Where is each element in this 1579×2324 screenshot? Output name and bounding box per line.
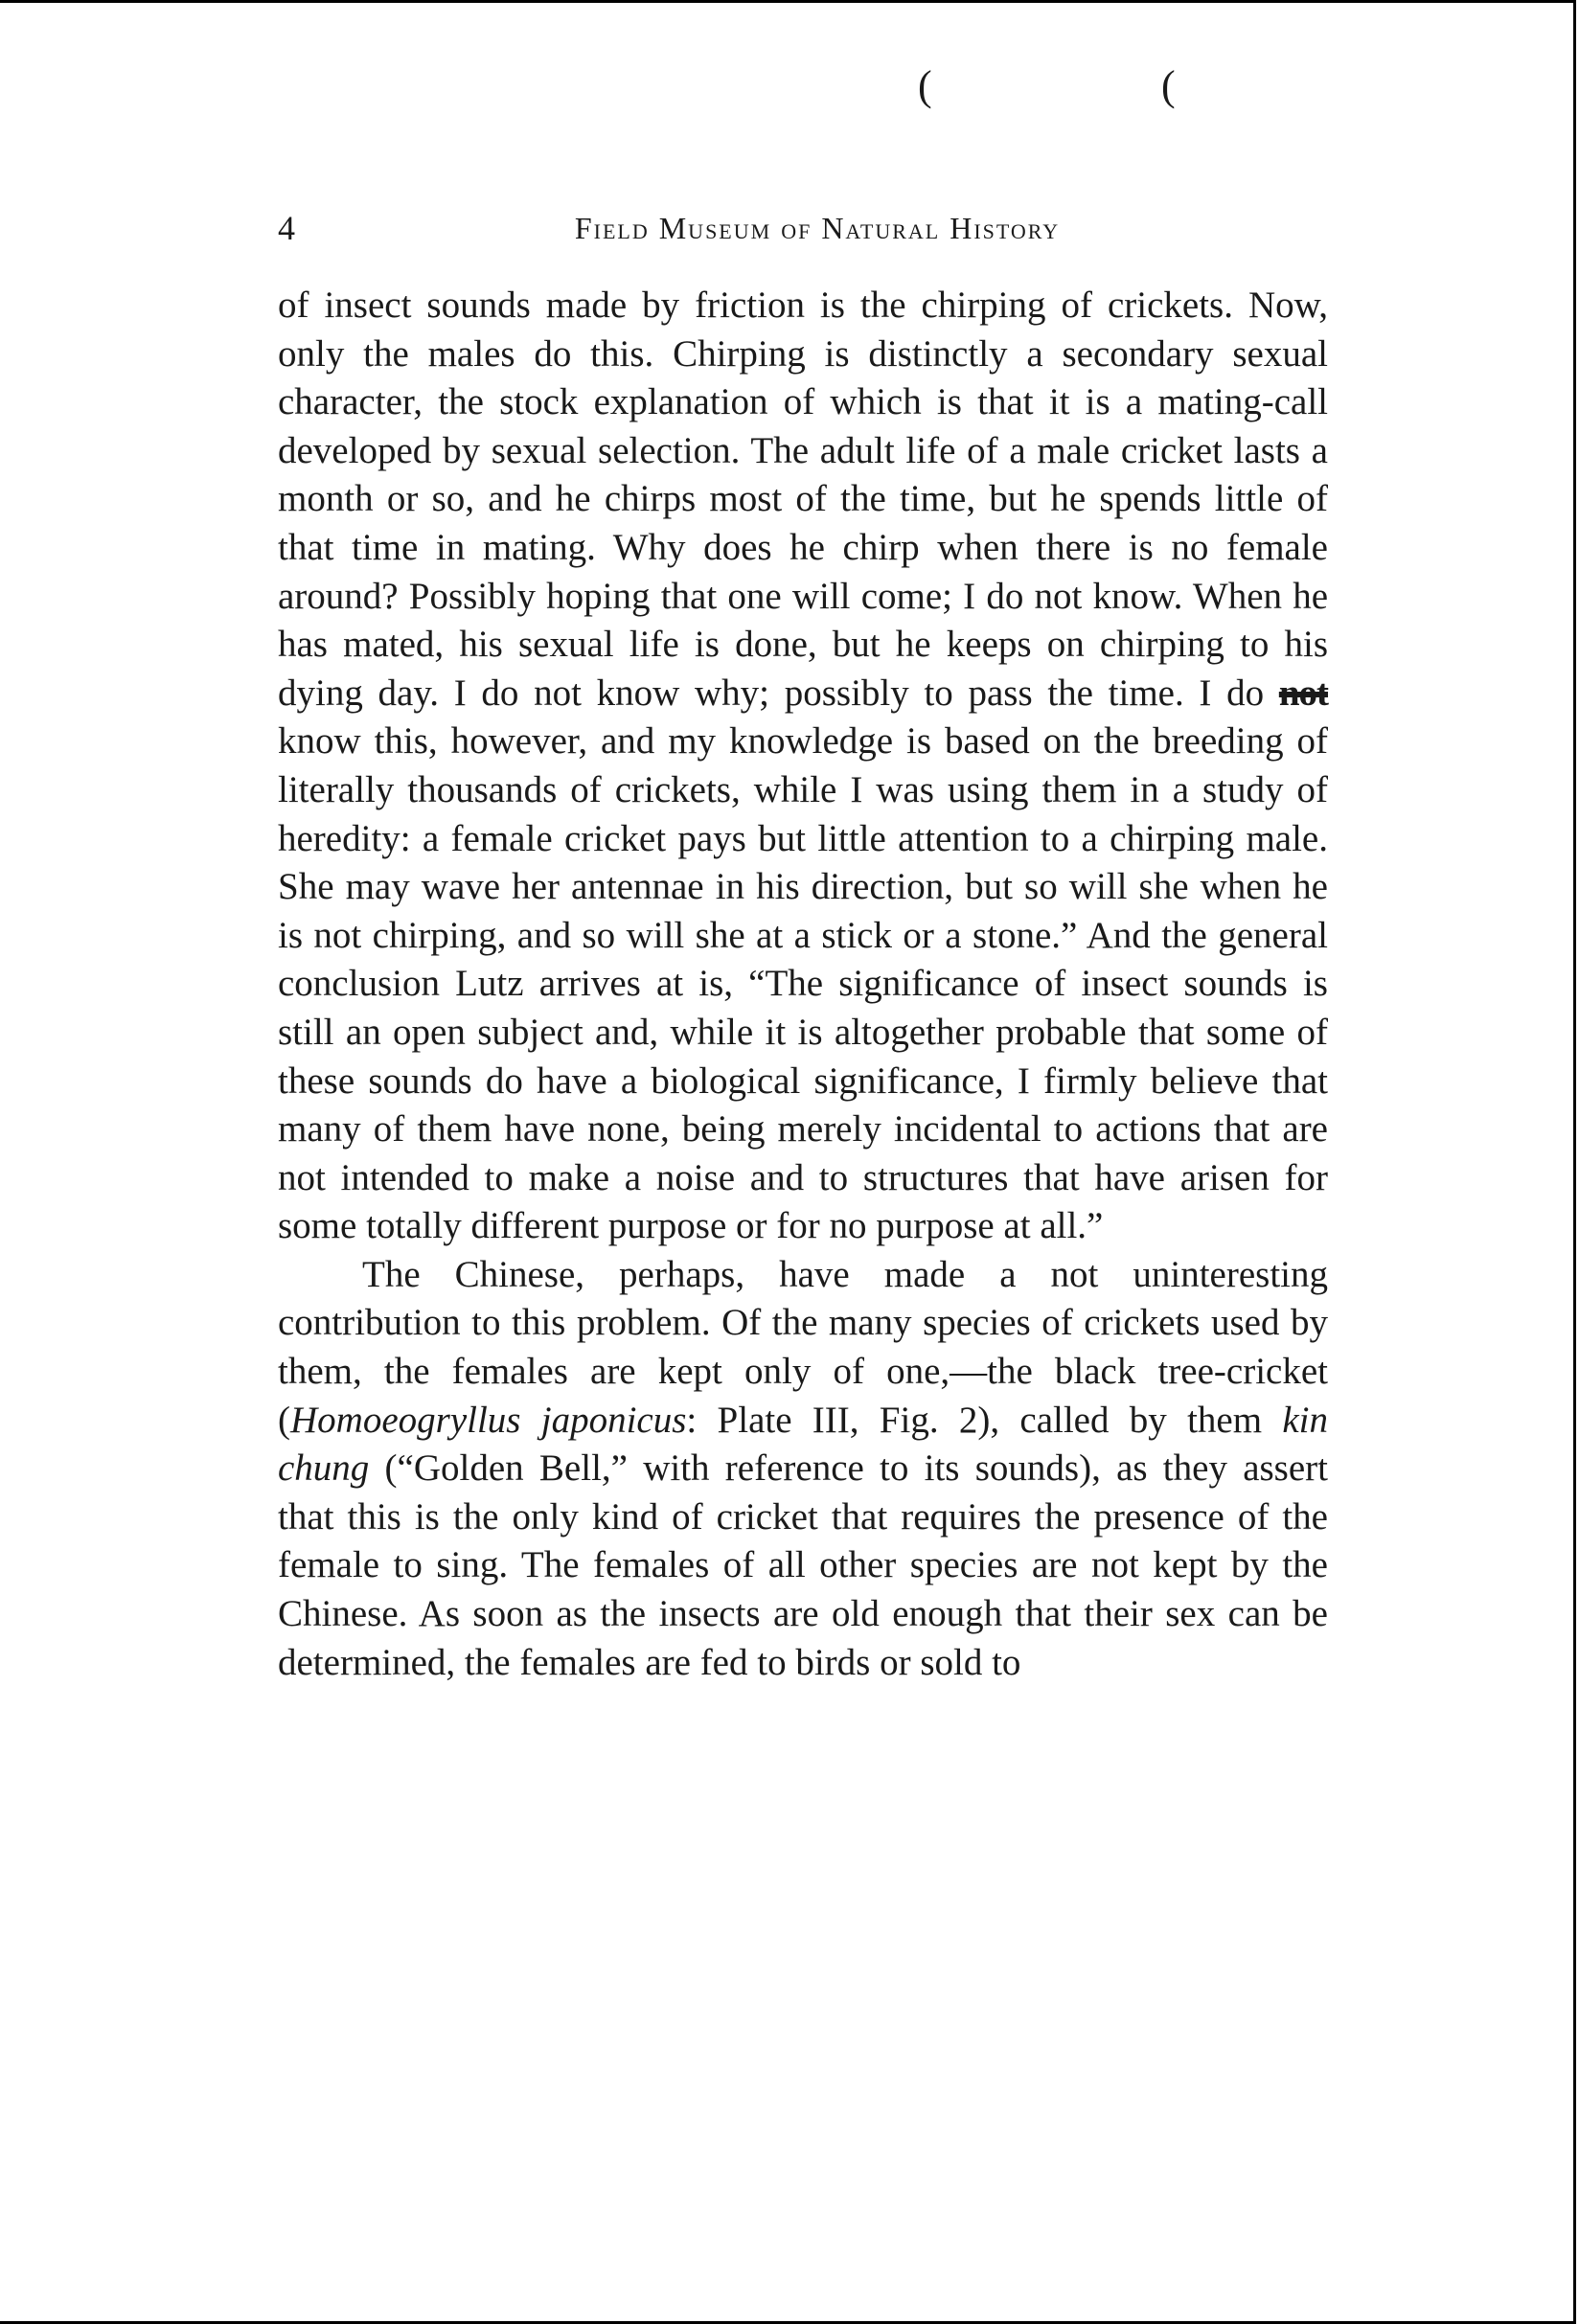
paragraph-text: of insect sounds made by friction is the chirping of crickets. Now, only the males do this. Chirping is distinctly a secondary sexual character, the stock explanation of which is that it is a mating-call developed by sexual selection. The adult life of a male cricket lasts a month or so, and he chirps most of the time, but he spends little of that time in mating. Why does he chirp when there is no female around? Possibly hoping that one will come; I do not know. When he has mated, his sexual life is done, but he keeps on chirping to his dying day. I do not know why; possibly to pass the time. I do [278, 285, 1328, 714]
chinese-name: kin chung [278, 1399, 1328, 1490]
top-mark: ( [918, 62, 932, 109]
page-number: 4 [278, 209, 295, 247]
running-head [278, 203, 1328, 253]
paragraph-text: (“Golden Bell,” with reference to its sounds), as they assert that this is the only kind of cricket that requires the presence of the female to sing. The females of all other species are not kept by the Chinese. As soon as the insects are old enough that their sex can be determined, the females are fed to birds or sold to [278, 1447, 1328, 1683]
paragraph-text: : Plate III, Fig. 2), called by them [686, 1399, 1283, 1441]
paragraph-text: know this, however, and my knowledge is based on the breeding of literally thousands of crickets, while I was using them in a study of heredity: a female cricket pays but little attention to a chirping male. She may wave her antennae in his direction, but so will she when he is not chirping, and so will she at a stick or a stone.” And the general conclusion Lutz arrives at is, “The significance of insect sounds is still an open subject and, while it is altogether probable that some of these sounds do have a biological significance, I firmly believe that many of them have none, being merely incidental to actions that are not intended to make a noise and to structures that have arisen for some totally different purpose or for no purpose at all.” [278, 720, 1328, 1247]
blotted-word: not [1278, 672, 1329, 714]
paragraph [278, 1251, 1328, 1687]
top-marks [0, 57, 1579, 115]
top-mark: ( [1161, 62, 1176, 109]
paragraph-text: The Chinese, perhaps, have made a not uninteresting contribution to this problem. Of the many species of crickets used by them, the females are kept only of one,—the black tree-cricket ( [278, 1253, 1328, 1441]
running-title: Field Museum of Natural History [574, 211, 1061, 245]
body-text [278, 282, 1328, 1687]
species-name: Homoeogryllus japonicus [290, 1399, 687, 1441]
paragraph [278, 282, 1328, 1251]
